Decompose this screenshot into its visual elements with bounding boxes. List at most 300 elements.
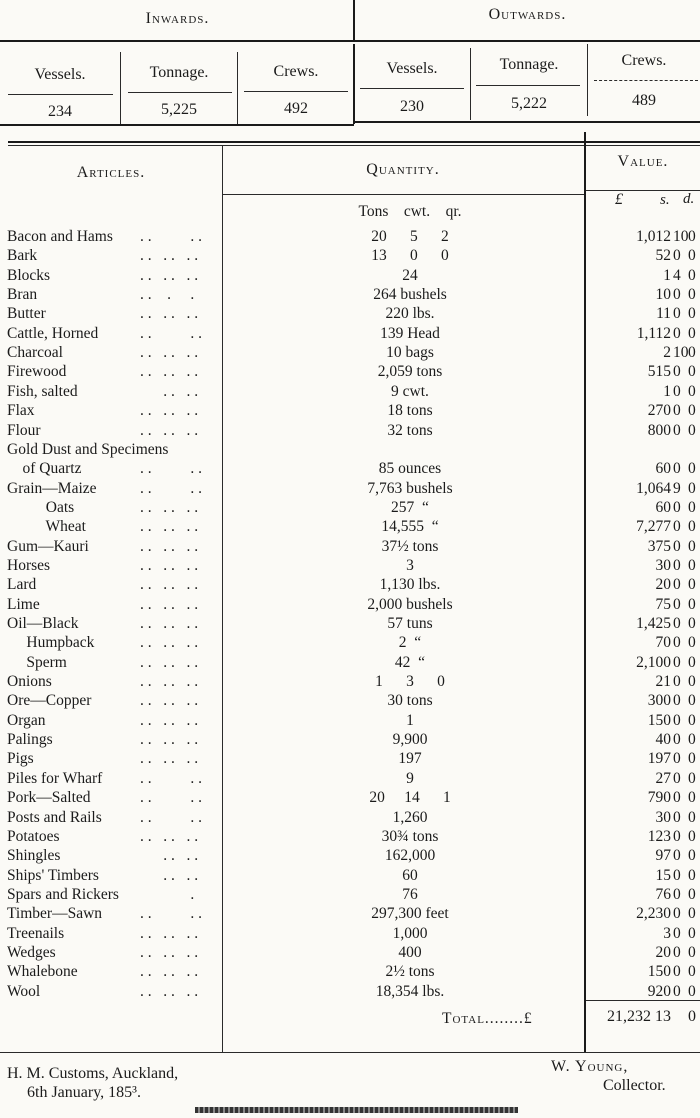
inwards-heading: Inwards. [145, 10, 210, 27]
pence-cell: 0 [688, 692, 696, 710]
quantity-cell: 30 tons [387, 692, 433, 710]
article-name: Fish, salted [7, 382, 78, 400]
table-row [0, 498, 700, 517]
article-name: Pork—Salted [7, 789, 91, 807]
leader-dots: . . . . . . [140, 615, 199, 632]
quantity-units-header: Tons cwt. qr. [358, 203, 462, 220]
shillings-cell: 0 [673, 595, 681, 613]
shillings-cell: 0 [673, 673, 681, 691]
pence-cell: 0 [688, 421, 696, 439]
table-row [0, 672, 700, 691]
pence-cell: 0 [688, 769, 696, 787]
table-row [0, 266, 700, 285]
shillings-cell: 0 [673, 363, 681, 381]
value-header: Value. [617, 153, 669, 170]
pounds-cell: 2,230 [636, 905, 671, 923]
table-row [0, 285, 700, 304]
quantity-cell: 139 Head [380, 324, 440, 342]
table-row [0, 788, 700, 807]
shillings-cell: 10 [673, 228, 689, 245]
quantity-cell: 1,260 [392, 808, 428, 826]
leader-dots: . . . . . . [140, 634, 199, 652]
pounds-cell: 7,277 [636, 518, 671, 536]
article-name: Butter [7, 305, 46, 323]
outwards-crews-header: Crews. [621, 52, 667, 69]
leader-dots: . . . . . . [140, 498, 199, 516]
quantity-cell: 7,763 bushels [367, 479, 453, 497]
leader-dots: . . . . . . [140, 537, 199, 555]
quantity-cell: 30¾ tons [381, 827, 439, 845]
table-row [0, 924, 700, 943]
leader-dots: . . . . [140, 847, 199, 865]
quantity-cell: 2 “ [398, 634, 422, 652]
quantity-cell: 42 “ [394, 653, 426, 671]
pence-cell: 0 [688, 866, 696, 884]
inwards-vessels-value: 234 [48, 103, 72, 120]
quantity-cell: 32 tons [387, 421, 433, 439]
article-name: Posts and Rails [7, 808, 102, 826]
quantity-cell: 60 [402, 866, 418, 884]
shillings-cell: 0 [673, 905, 681, 923]
quantity-cell: 76 [402, 885, 418, 903]
quantity-cell: 1 [406, 711, 414, 729]
leader-dots: . . . . . . [140, 518, 199, 536]
pounds-cell: 30 [655, 808, 671, 826]
table-row [0, 846, 700, 865]
total-label: Total........£ [442, 1010, 533, 1027]
total-shillings: 13 [655, 1008, 671, 1025]
article-name: Wheat [7, 518, 86, 536]
pence-cell: 0 [688, 286, 696, 304]
pounds-cell: 920 [647, 982, 671, 1000]
pence-cell: 0 [688, 731, 696, 749]
pounds-cell: 1 [663, 266, 671, 284]
table-row [0, 227, 700, 246]
quantity-cell: 162,000 [384, 847, 436, 865]
pounds-cell: 97 [655, 847, 671, 865]
article-name: Lime [7, 595, 40, 613]
table-row [0, 962, 700, 981]
pounds-cell: 1,012 [636, 228, 671, 245]
outwards-vessels-value: 230 [400, 98, 424, 115]
pounds-cell: 70 [655, 634, 671, 652]
pence-cell: 0 [688, 518, 696, 536]
article-name: Piles for Wharf [7, 769, 103, 787]
article-name: Pigs [7, 750, 34, 768]
shillings-cell: 0 [673, 247, 681, 265]
pounds-cell: 123 [647, 827, 671, 845]
leader-dots: . . . . [140, 479, 202, 497]
quantity-cell: 220 lbs. [385, 305, 435, 323]
article-name: Bacon and Hams [7, 228, 113, 245]
table-row [0, 885, 700, 904]
table-row [0, 904, 700, 923]
leader-dots: . . . . . . [140, 402, 199, 420]
pounds-cell: 15 [655, 866, 671, 884]
shillings-cell: 0 [673, 305, 681, 323]
quantity-cell: 1,130 lbs. [379, 576, 441, 594]
shillings-cell: 0 [673, 924, 681, 942]
leader-dots: . . . . . . [140, 344, 199, 362]
pence-cell: 0 [688, 556, 696, 574]
table-row [0, 382, 700, 401]
quantity-cell: 9,900 [392, 731, 428, 749]
shillings-cell: 0 [673, 827, 681, 845]
quantity-cell: 10 bags [386, 344, 434, 362]
outwards-tonnage-value: 5,222 [511, 95, 547, 112]
signer-name: W. Young, [551, 1058, 629, 1075]
shillings-column-header: s. [660, 192, 670, 208]
article-name: Lard [7, 576, 37, 594]
shillings-cell: 0 [673, 963, 681, 981]
pounds-cell: 197 [647, 750, 671, 768]
table-row [0, 749, 700, 768]
pounds-cell: 20 [655, 943, 671, 961]
inwards-tonnage-header: Tonnage. [149, 64, 209, 81]
leader-dots: . . . . . . [140, 827, 199, 845]
quantity-cell: 18,354 lbs. [375, 982, 445, 1000]
article-name: Flax [7, 402, 35, 420]
shillings-cell: 0 [673, 382, 681, 400]
leader-dots: . . . . [140, 460, 202, 478]
pounds-cell: 1,064 [636, 479, 671, 497]
pounds-cell: 3 [663, 924, 671, 942]
leader-dots: . . . . . . [140, 943, 199, 961]
article-name: Whalebone [7, 963, 78, 981]
shillings-cell: 0 [673, 653, 681, 671]
table-row [0, 827, 700, 846]
table-row [0, 653, 700, 672]
shillings-cell: 0 [673, 556, 681, 574]
leader-dots: . . . . . . [140, 363, 199, 381]
shillings-cell: 0 [673, 537, 681, 555]
table-row [0, 517, 700, 536]
pence-cell: 0 [688, 402, 696, 420]
article-name: of Quartz [7, 460, 82, 478]
table-row [0, 866, 700, 885]
quantity-cell: 20 14 1 [369, 789, 451, 807]
table-row [0, 304, 700, 323]
quantity-cell: 1 3 0 [375, 673, 445, 691]
article-name: Charcoal [7, 344, 63, 362]
signer-title: Collector. [603, 1077, 666, 1094]
pence-cell: 0 [688, 344, 696, 362]
quantity-cell: 9 [406, 769, 414, 787]
table-row [0, 459, 700, 478]
quantity-cell: 57 tuns [387, 615, 433, 632]
shillings-cell: 0 [673, 885, 681, 903]
pounds-cell: 52 [655, 247, 671, 265]
article-name: Treenails [7, 924, 65, 942]
table-row [0, 769, 700, 788]
pence-cell: 0 [688, 305, 696, 323]
quantity-cell: 257 “ [391, 498, 429, 516]
pounds-cell: 790 [647, 789, 671, 807]
article-name: Horses [7, 556, 51, 574]
quantity-cell: 14,555 “ [381, 518, 439, 536]
table-row [0, 711, 700, 730]
article-name: Organ [7, 711, 46, 729]
pence-cell: 0 [688, 498, 696, 516]
pence-cell: 0 [688, 847, 696, 865]
pounds-cell: 800 [647, 421, 671, 439]
outwards-heading: Outwards. [488, 6, 567, 23]
pounds-cell: 2 [663, 344, 671, 362]
quantity-cell: 2,059 tons [377, 363, 443, 381]
pounds-cell: 76 [655, 885, 671, 903]
pounds-cell: 150 [647, 711, 671, 729]
inwards-crews-value: 492 [284, 100, 308, 117]
pounds-cell: 27 [655, 769, 671, 787]
quantity-cell: 297,300 feet [371, 905, 449, 923]
pence-cell: 0 [688, 673, 696, 691]
article-name: Oats [7, 498, 75, 516]
pence-cell: 0 [688, 789, 696, 807]
article-name: Humpback [7, 634, 95, 652]
pence-cell: 0 [688, 537, 696, 555]
article-name: Onions [7, 673, 52, 691]
shillings-cell: 0 [673, 518, 681, 536]
pence-cell: 0 [688, 750, 696, 768]
pence-cell: 0 [688, 247, 696, 265]
shillings-cell: 0 [673, 324, 681, 342]
pence-cell: 0 [688, 615, 696, 632]
table-row [0, 401, 700, 420]
shillings-cell: 0 [673, 421, 681, 439]
table-row [0, 614, 700, 633]
pence-cell: 0 [688, 479, 696, 497]
leader-dots: . . . . . . [140, 924, 199, 942]
shillings-cell: 0 [673, 711, 681, 729]
pence-cell: 0 [688, 924, 696, 942]
quantity-cell: 197 [398, 750, 422, 768]
pounds-cell: 40 [655, 731, 671, 749]
pounds-cell: 60 [655, 498, 671, 516]
table-row [0, 633, 700, 652]
article-name: Gold Dust and Specimens [7, 440, 169, 458]
quantity-cell: 1,000 [392, 924, 428, 942]
pounds-cell: 1,425 [636, 615, 671, 632]
shillings-cell: 9 [673, 479, 681, 497]
pence-cell: 0 [688, 885, 696, 903]
quantity-cell: 85 ounces [378, 460, 442, 478]
pence-cell: 0 [688, 266, 696, 284]
pence-cell: 0 [688, 595, 696, 613]
quantity-cell: 13 0 0 [371, 247, 449, 265]
pence-column-header: d. [683, 191, 695, 207]
leader-dots: . . . . . . [140, 653, 199, 671]
pounds-cell: 10 [655, 286, 671, 304]
table-row [0, 575, 700, 594]
shillings-cell: 0 [673, 634, 681, 652]
article-name: Palings [7, 731, 53, 749]
quantity-header: Quantity. [366, 161, 440, 178]
article-name: Bark [7, 247, 38, 265]
leader-dots: . . . . . . [140, 595, 199, 613]
quantity-cell: 2,000 bushels [367, 595, 453, 613]
pounds-column-header: £ [615, 191, 623, 208]
table-row [0, 556, 700, 575]
outwards-crews-value: 489 [632, 92, 656, 109]
table-row [0, 324, 700, 343]
inwards-tonnage-value: 5,225 [161, 101, 197, 118]
leader-dots: . . . . . . [140, 750, 199, 768]
shillings-cell: 0 [673, 847, 681, 865]
office-line-1: H. M. Customs, Auckland, [7, 1065, 179, 1082]
quantity-cell: 24 [402, 266, 418, 284]
article-name: Spars and Rickers [7, 885, 119, 903]
leader-dots: . . . . . . [140, 982, 199, 1000]
pounds-cell: 2,100 [636, 653, 671, 671]
shillings-cell: 0 [673, 731, 681, 749]
inwards-vessels-header: Vessels. [34, 66, 86, 83]
pence-cell: 0 [688, 576, 696, 594]
shillings-cell: 0 [673, 402, 681, 420]
pounds-cell: 11 [656, 305, 671, 323]
pence-cell: 0 [688, 827, 696, 845]
pounds-cell: 375 [647, 537, 671, 555]
article-name: Timber—Sawn [7, 905, 103, 923]
pence-cell: 0 [688, 228, 696, 245]
pounds-cell: 21 [655, 673, 671, 691]
leader-dots: . . . . . . [140, 556, 199, 574]
leader-dots: . . . . . . [140, 692, 199, 710]
table-row [0, 421, 700, 440]
shillings-cell: 0 [673, 498, 681, 516]
pounds-cell: 270 [647, 402, 671, 420]
leader-dots: . . . . [140, 382, 199, 400]
shillings-cell: 0 [673, 789, 681, 807]
total-pence: 0 [688, 1008, 696, 1025]
pounds-cell: 30 [655, 556, 671, 574]
article-name: Oil—Black [7, 615, 79, 632]
article-name: Cattle, Horned [7, 324, 99, 342]
shillings-cell: 0 [673, 750, 681, 768]
shillings-cell: 0 [673, 808, 681, 826]
pounds-cell: 75 [655, 595, 671, 613]
pounds-cell: 20 [655, 576, 671, 594]
leader-dots: . . . . [140, 324, 202, 342]
leader-dots: . . . . . . [140, 711, 199, 729]
pence-cell: 0 [688, 711, 696, 729]
article-name: Wool [7, 982, 41, 1000]
leader-dots: . . . . . . [140, 247, 199, 265]
article-name: Gum—Kauri [7, 537, 89, 555]
pounds-cell: 150 [647, 963, 671, 981]
table-row [0, 730, 700, 749]
pounds-cell: 515 [647, 363, 671, 381]
leader-dots: . . . . [140, 286, 195, 304]
shillings-cell: 0 [673, 460, 681, 478]
article-name: Flour [7, 421, 41, 439]
article-name: Potatoes [7, 827, 60, 845]
quantity-cell: 400 [398, 943, 422, 961]
article-name: Bran [7, 286, 38, 304]
table-row [0, 943, 700, 962]
pence-cell: 0 [688, 905, 696, 923]
shillings-cell: 10 [673, 344, 689, 362]
quantity-cell: 18 tons [387, 402, 433, 420]
article-name: Wedges [7, 943, 56, 961]
shillings-cell: 0 [673, 692, 681, 710]
pence-cell: 0 [688, 808, 696, 826]
leader-dots: . . . . . . [140, 576, 199, 594]
pence-cell: 0 [688, 324, 696, 342]
shillings-cell: 0 [673, 615, 681, 632]
quantity-cell: 9 cwt. [391, 382, 429, 400]
article-name: Shingles [7, 847, 61, 865]
total-pounds: 21,232 [607, 1008, 651, 1025]
pence-cell: 0 [688, 963, 696, 981]
shillings-cell: 0 [673, 982, 681, 1000]
closing-rule [195, 1107, 518, 1113]
shillings-cell: 0 [673, 286, 681, 304]
article-name: Ore—Copper [7, 692, 92, 710]
article-name: Blocks [7, 266, 51, 284]
pounds-cell: 60 [655, 460, 671, 478]
leader-dots: . . . . [140, 866, 199, 884]
shillings-cell: 4 [673, 266, 681, 284]
leader-dots: . . . . . . [140, 305, 199, 323]
quantity-cell: 2½ tons [385, 963, 435, 981]
article-name: Grain—Maize [7, 479, 97, 497]
pence-cell: 0 [688, 943, 696, 961]
leader-dots: . . . . . . [140, 421, 199, 439]
leader-dots: . . . . . . [140, 963, 199, 981]
table-row [0, 440, 700, 459]
outwards-tonnage-header: Tonnage. [499, 56, 559, 73]
quantity-cell: 37½ tons [381, 537, 439, 555]
quantity-cell: 3 [406, 556, 414, 574]
leader-dots: . . . . [140, 228, 202, 245]
quantity-cell: 264 bushels [373, 286, 447, 304]
pence-cell: 0 [688, 982, 696, 1000]
shillings-cell: 0 [673, 943, 681, 961]
pence-cell: 0 [688, 653, 696, 671]
leader-dots: . . . . . . [140, 673, 199, 691]
article-name: Firewood [7, 363, 67, 381]
articles-header: Articles. [76, 164, 146, 181]
pounds-cell: 300 [647, 692, 671, 710]
pence-cell: 0 [688, 460, 696, 478]
pounds-cell: 1 [663, 382, 671, 400]
office-line-2: 6th January, 185³. [27, 1084, 141, 1101]
leader-dots: . . . . [140, 808, 202, 826]
pence-cell: 0 [688, 363, 696, 381]
table-row [0, 982, 700, 1001]
table-row [0, 343, 700, 362]
table-row [0, 479, 700, 498]
table-row [0, 362, 700, 381]
shillings-cell: 0 [673, 769, 681, 787]
table-row [0, 808, 700, 827]
leader-dots: . [140, 885, 195, 903]
leader-dots: . . . . [140, 769, 202, 787]
pounds-cell: 1,112 [636, 324, 671, 342]
leader-dots: . . . . [140, 905, 202, 923]
leader-dots: . . . . [140, 789, 202, 807]
table-row [0, 595, 700, 614]
shillings-cell: 0 [673, 866, 681, 884]
leader-dots: . . . . . . [140, 731, 199, 749]
leader-dots: . . . . . . [140, 266, 199, 284]
table-row [0, 537, 700, 556]
outwards-vessels-header: Vessels. [386, 60, 438, 77]
pence-cell: 0 [688, 382, 696, 400]
pence-cell: 0 [688, 634, 696, 652]
article-name: Ships' Timbers [7, 866, 99, 884]
table-row [0, 246, 700, 265]
